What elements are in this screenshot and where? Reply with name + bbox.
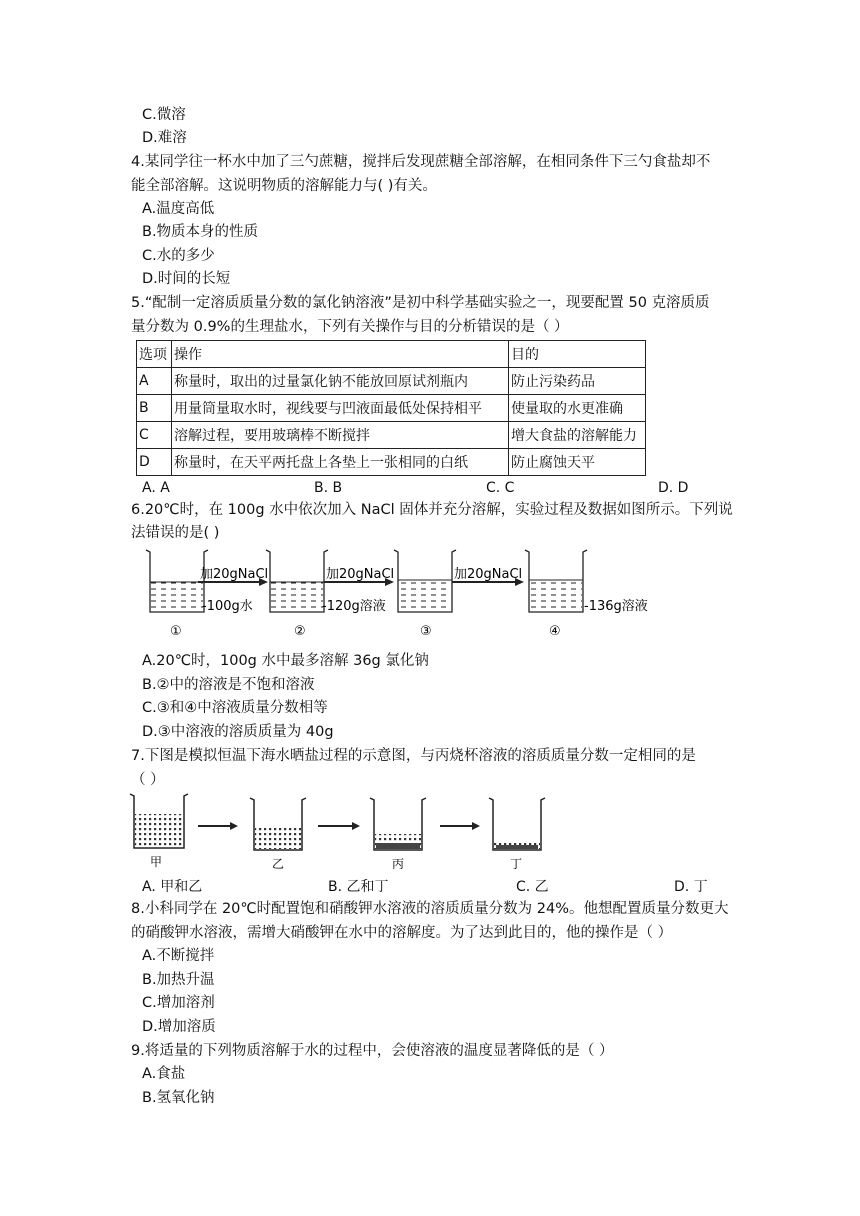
q6-stem-line1: 6.20℃时，在 100g 水中依次加入 NaCl 固体并充分溶解，实验过程及数据如图所示。下列说 xyxy=(131,502,733,518)
q4-stem-line2: 能全部溶解。这说明物质的溶解能力与( )有关。 xyxy=(131,178,437,194)
table-cell: D xyxy=(137,449,172,476)
q4-stem-line1: 4.某同学往一杯水中加了三勺蔗糖，搅拌后发现蔗糖全部溶解，在相同条件下三勺食盐却不 xyxy=(131,154,711,170)
q5-option-d: D. D xyxy=(658,480,689,496)
arrow-icon xyxy=(318,822,360,830)
q8-option-c: C.增加溶剂 xyxy=(142,995,215,1011)
q7-option-c: C. 乙 xyxy=(516,879,549,895)
beaker-4-icon xyxy=(525,550,587,612)
arrow-icon xyxy=(198,822,238,830)
q7-option-d: D. 丁 xyxy=(674,879,708,895)
q6-option-d: D.③中溶液的溶质质量为 40g xyxy=(142,724,334,740)
q9-option-b: B.氢氧化钠 xyxy=(142,1090,215,1106)
q7-evaporation-figure xyxy=(128,792,548,874)
q4-option-c: C.水的多少 xyxy=(142,248,215,264)
table-row xyxy=(137,368,646,395)
beaker-number: ① xyxy=(170,624,182,639)
q4-option-b: B.物质本身的性质 xyxy=(142,224,259,240)
beaker-1-label: -100g水 xyxy=(202,599,253,614)
q6-dissolving-figure xyxy=(140,544,660,644)
q8-option-b: B.加热升温 xyxy=(142,972,215,988)
arrow-label: 加20gNaCl xyxy=(200,567,269,582)
beaker-label-jia: 甲 xyxy=(150,855,163,869)
beaker-label-bing: 丙 xyxy=(392,857,405,871)
q7-stem-line2: （ ） xyxy=(131,772,165,788)
q3-option-d: D.难溶 xyxy=(142,130,187,146)
arrow-label: 加20gNaCl xyxy=(326,567,395,582)
beaker-bing-icon xyxy=(370,798,426,850)
table-row xyxy=(137,422,646,449)
arrow-label: 加20gNaCl xyxy=(454,567,523,582)
table-cell: 称量时，取出的过量氯化钠不能放回原试剂瓶内 xyxy=(172,368,509,395)
q5-operations-table xyxy=(136,340,646,476)
beaker-number: ② xyxy=(294,624,306,639)
beaker-yi-icon xyxy=(250,798,306,850)
beaker-ding-icon xyxy=(489,798,545,850)
q3-option-c: C.微溶 xyxy=(142,107,186,123)
q8-option-a: A.不断搅拌 xyxy=(142,948,215,964)
q6-option-b: B.②中的溶液是不饱和溶液 xyxy=(142,677,315,693)
q5-stem-line2: 量分数为 0.9%的生理盐水，下列有关操作与目的分析错误的是（ ） xyxy=(131,319,569,335)
q4-option-a: A.温度高低 xyxy=(142,201,215,217)
q6-option-a: A.20℃时，100g 水中最多溶解 36g 氯化钠 xyxy=(142,653,429,669)
table-cell: 用量筒量取水时，视线要与凹液面最低处保持相平 xyxy=(172,395,509,422)
arrow-icon xyxy=(440,822,480,830)
table-cell: A xyxy=(137,368,172,395)
table-cell: 称量时，在天平两托盘上各垫上一张相同的白纸 xyxy=(172,449,509,476)
table-row xyxy=(137,395,646,422)
table-header-option: 选项 xyxy=(137,341,172,368)
table-cell: 使量取的水更准确 xyxy=(509,395,646,422)
q6-stem-line2: 法错误的是( ) xyxy=(131,525,220,541)
table-cell: 防止腐蚀天平 xyxy=(509,449,646,476)
table-cell: 防止污染药品 xyxy=(509,368,646,395)
beaker-jia-icon xyxy=(130,794,188,848)
q5-option-c: C. C xyxy=(486,480,515,496)
q8-stem-line2: 的硝酸钾水溶液，需增大硝酸钾在水中的溶解度。为了达到此目的，他的操作是（ ） xyxy=(131,925,673,941)
beaker-3-icon xyxy=(394,550,456,612)
q5-option-b: B. B xyxy=(314,480,343,496)
beaker-number: ④ xyxy=(549,624,561,639)
q6-option-c: C.③和④中溶液质量分数相等 xyxy=(142,700,328,716)
q4-option-d: D.时间的长短 xyxy=(142,271,231,287)
beaker-label-yi: 乙 xyxy=(272,857,285,871)
beaker-label-ding: 丁 xyxy=(510,857,523,871)
table-header-operation: 操作 xyxy=(172,341,509,368)
q9-stem-line1: 9.将适量的下列物质溶解于水的过程中，会使溶液的温度显著降低的是（ ） xyxy=(131,1043,614,1059)
q8-stem-line1: 8.小科同学在 20℃时配置饱和硝酸钾水溶液的溶质质量分数为 24%。他想配置质量分数更大 xyxy=(131,901,729,917)
table-header-purpose: 目的 xyxy=(509,341,646,368)
table-cell: 增大食盐的溶解能力 xyxy=(509,422,646,449)
table-cell: C xyxy=(137,422,172,449)
beaker-4-label: -136g溶液 xyxy=(584,599,648,614)
beaker-2-label: -120g溶液 xyxy=(322,599,386,614)
q7-stem-line1: 7.下图是模拟恒温下海水晒盐过程的示意图，与丙烧杯溶液的溶质质量分数一定相同的是 xyxy=(131,748,696,764)
q7-option-a: A. 甲和乙 xyxy=(142,879,203,895)
beaker-2-icon xyxy=(266,550,328,612)
q5-stem-line1: 5.“配制一定溶质质量分数的氯化钠溶液”是初中科学基础实验之一，现要配置 50 克溶质质 xyxy=(131,295,710,311)
q9-option-a: A.食盐 xyxy=(142,1066,186,1082)
table-header-row xyxy=(137,341,646,368)
q7-option-b: B. 乙和丁 xyxy=(328,879,389,895)
table-row xyxy=(137,449,646,476)
q5-option-a: A. A xyxy=(142,480,170,496)
table-cell: 溶解过程，要用玻璃棒不断搅拌 xyxy=(172,422,509,449)
beaker-number: ③ xyxy=(420,624,432,639)
q8-option-d: D.增加溶质 xyxy=(142,1019,216,1035)
table-cell: B xyxy=(137,395,172,422)
